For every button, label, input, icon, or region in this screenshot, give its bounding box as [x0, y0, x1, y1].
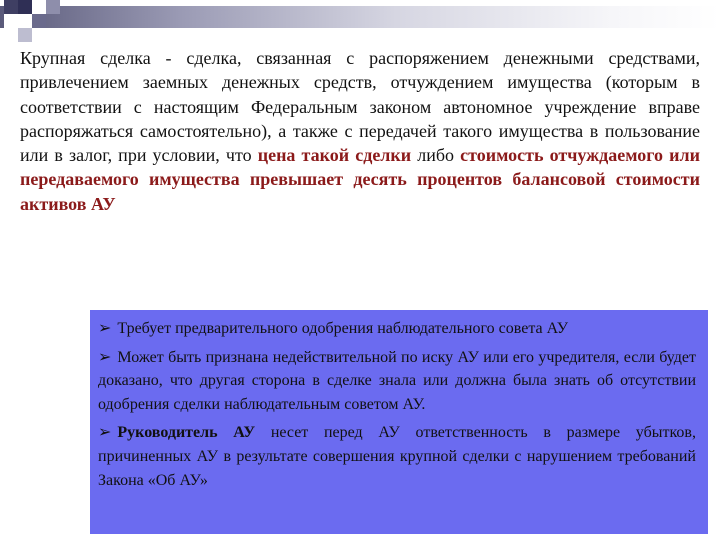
definition-intro: Крупная сделка - сделка, связанная с распоряжением денежными средствами, привлечением заемных денежных средств, отчуждением имущества (которым в соответствии с настоящим Федеральным законом автономное учреждение вправе распоряжаться самостоятельно), а также с передачей такого имущества в пользование или в залог, при условии, что: [20, 48, 700, 166]
highlight-deal-price: цена такой сделки: [257, 145, 412, 166]
definition-connector: либо: [411, 145, 461, 166]
bullet-invalidity-text: Может быть признана недействительной по иску АУ или его учредителя, если будет доказано, что другая сторона в сделке знала или должна была знать об отсутствии одобрения сделки наблюдательным советом АУ.: [98, 348, 696, 413]
definition-paragraph: [20, 46, 700, 216]
bullet-approval: [98, 316, 696, 341]
highlight-asset-value: стоимость отчуждаемого или передаваемого имущества превышает десять процентов балансовой стоимости активов АУ: [20, 145, 700, 214]
bullet-liability-text: несет перед АУ ответственность в размере убытков, причиненных АУ в результате совершения крупной сделки с нарушением требований Закона «Об АУ»: [98, 424, 696, 489]
arrow-bullet-icon: ➢: [98, 318, 112, 337]
bullet-approval-text: Требует предварительного одобрения наблюдательного совета АУ: [117, 320, 569, 337]
decorative-header-bar: [0, 6, 720, 28]
decorative-checker-squares: [0, 0, 60, 40]
bullet-liability-subject: Руководитель АУ: [117, 424, 256, 442]
consequences-box: [90, 310, 708, 534]
bullet-invalidity: [98, 345, 696, 417]
arrow-bullet-icon: ➢: [98, 422, 112, 442]
arrow-bullet-icon: ➢: [98, 346, 112, 366]
bullet-liability: [98, 420, 696, 492]
